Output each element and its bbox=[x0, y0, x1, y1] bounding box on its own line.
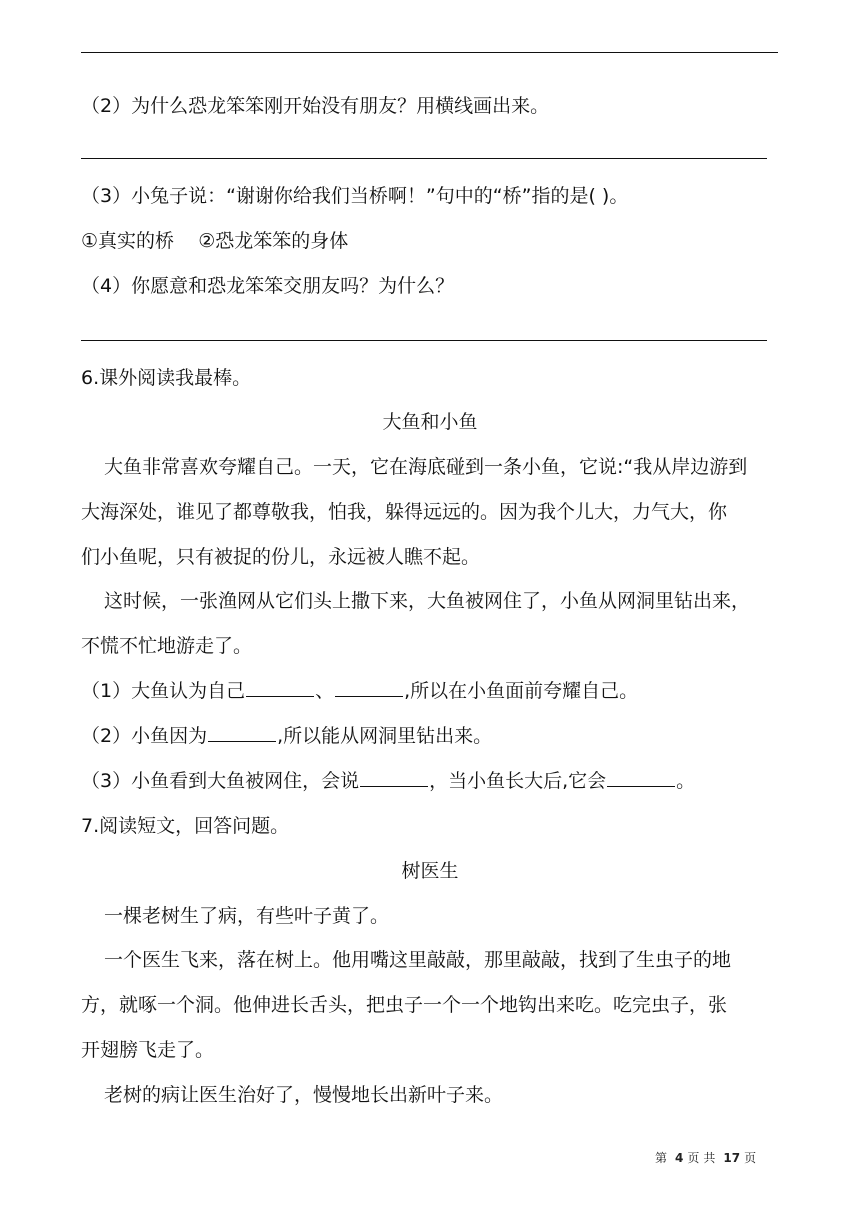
fill-blank[interactable] bbox=[335, 678, 403, 697]
q6-q1-suffix: ,所以在小鱼面前夸耀自己。 bbox=[404, 680, 639, 702]
q6-paragraph-1-line-2: 大海深处，谁见了都尊敬我，怕我，躲得远远的。因为我个儿大，力气大，你 bbox=[81, 501, 728, 523]
q7-paragraph-3: 老树的病让医生治好了，慢慢地长出新叶子来。 bbox=[104, 1084, 504, 1106]
q7-paragraph-2-line-1: 一个医生飞来，落在树上。他用嘴这里敲敲，那里敲敲，找到了生虫子的地 bbox=[104, 949, 732, 971]
q5-sub4: （4）你愿意和恐龙笨笨交朋友吗？为什么？ bbox=[81, 275, 455, 297]
footer-suffix: 页 bbox=[744, 1151, 757, 1165]
footer-page-label: 页 bbox=[687, 1151, 700, 1165]
top-answer-line bbox=[81, 52, 778, 53]
q5-sub3: （3）小兔子说：“谢谢你给我们当桥啊！”句中的“桥”指的是( )。 bbox=[81, 185, 629, 207]
q6-paragraph-1-line-3: 们小鱼呢，只有被捉的份儿，永远被人瞧不起。 bbox=[81, 546, 481, 568]
q6-paragraph-2-line-1: 这时候，一张渔网从它们头上撒下来，大鱼被网住了，小鱼从网洞里钻出来， bbox=[104, 590, 751, 612]
q7-story-title: 树医生 bbox=[401, 860, 459, 882]
q7-heading: 7.阅读短文，回答问题。 bbox=[81, 815, 290, 837]
fill-blank[interactable] bbox=[208, 723, 276, 742]
footer-prefix: 第 bbox=[655, 1151, 668, 1165]
q7-paragraph-2-line-2: 方，就啄一个洞。他伸进长舌头，把虫子一个一个地钩出来吃。吃完虫子，张 bbox=[81, 994, 728, 1016]
q6-q2-suffix: ,所以能从网洞里钻出来。 bbox=[277, 725, 493, 747]
q7-paragraph-1: 一棵老树生了病，有些叶子黄了。 bbox=[104, 905, 390, 927]
fill-blank[interactable] bbox=[607, 768, 675, 787]
q6-question-3 bbox=[81, 767, 695, 795]
fill-blank[interactable] bbox=[246, 678, 314, 697]
answer-line-q5-2 bbox=[81, 158, 767, 159]
q6-question-1 bbox=[81, 677, 638, 705]
q6-q1-prefix: （1）大鱼认为自己 bbox=[81, 680, 246, 702]
footer-total-label: 共 bbox=[703, 1151, 716, 1165]
q6-question-2 bbox=[81, 722, 492, 750]
q6-q3-middle: ，当小鱼长大后,它会 bbox=[429, 770, 607, 792]
q6-q2-prefix: （2）小鱼因为 bbox=[81, 725, 208, 747]
q6-paragraph-1-line-1: 大鱼非常喜欢夸耀自己。一天，它在海底碰到一条小鱼，它说:“我从岸边游到 bbox=[104, 456, 748, 478]
answer-line-q5-4 bbox=[81, 340, 767, 341]
q6-paragraph-2-line-2: 不慌不忙地游走了。 bbox=[81, 635, 253, 657]
q6-q3-end: 。 bbox=[676, 770, 696, 792]
q6-story-title: 大鱼和小鱼 bbox=[382, 411, 478, 433]
q7-paragraph-2-line-3: 开翅膀飞走了。 bbox=[81, 1039, 215, 1061]
page-footer bbox=[655, 1150, 756, 1166]
q5-sub2: （2）为什么恐龙笨笨刚开始没有朋友？用横线画出来。 bbox=[81, 95, 550, 117]
page-number: 4 bbox=[675, 1151, 684, 1165]
total-pages: 17 bbox=[723, 1151, 741, 1165]
fill-blank[interactable] bbox=[360, 768, 428, 787]
q6-q3-prefix: （3）小鱼看到大鱼被网住，会说 bbox=[81, 770, 360, 792]
q6-heading: 6.课外阅读我最棒。 bbox=[81, 367, 252, 389]
q6-q1-separator: 、 bbox=[315, 680, 335, 702]
q5-sub3-options: ①真实的桥 ②恐龙笨笨的身体 bbox=[81, 230, 349, 252]
